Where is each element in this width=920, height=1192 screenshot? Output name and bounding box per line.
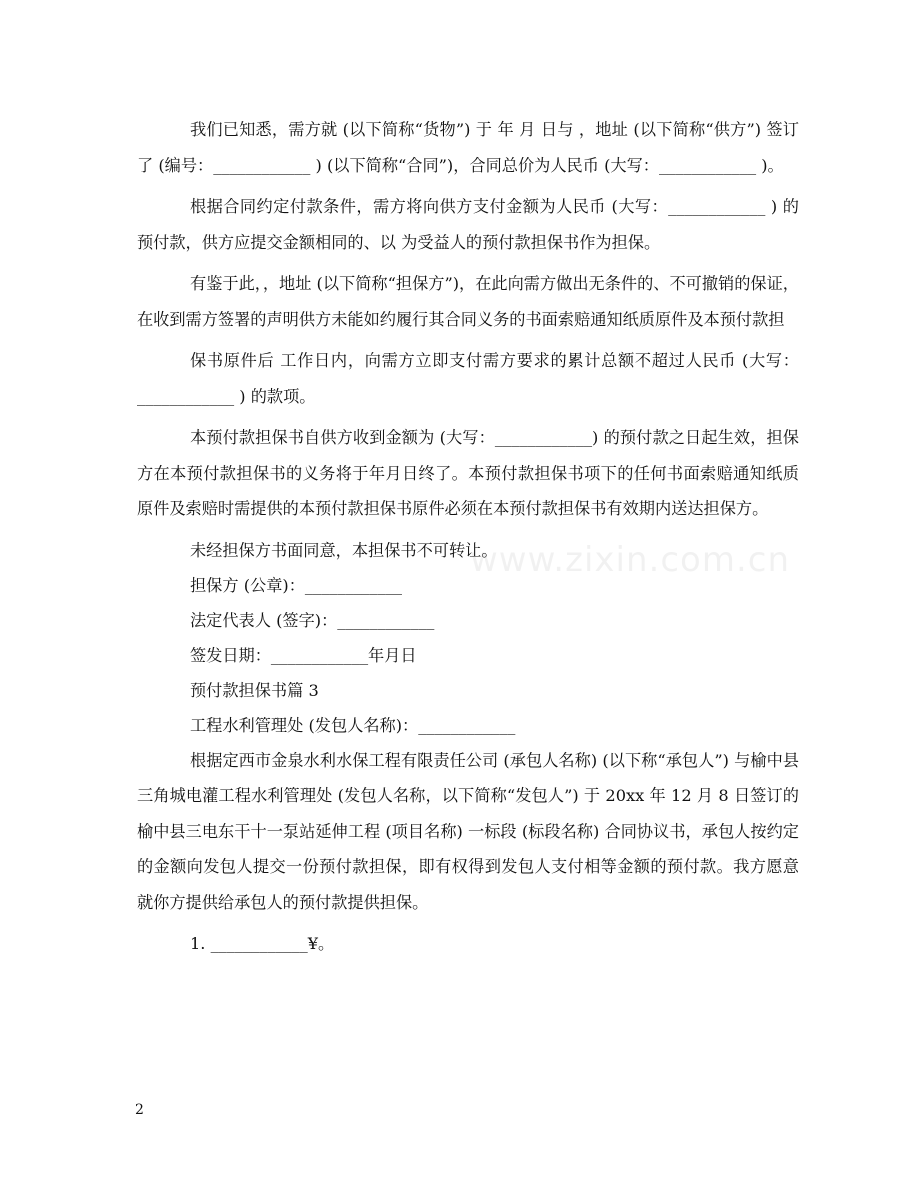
paragraph-non-transferable: 未经担保方书面同意，本担保书不可转让。 bbox=[190, 540, 498, 560]
list-item-1: 1. ____________¥。 bbox=[190, 934, 335, 953]
paragraph-guarantor-statement: 有鉴于此，，地址 (以下简称“担保方”)，在此向需方做出无条件的、不可撤销的保证，在收到需方签署的声明供方未能如约履行其合同义务的书面索赔通知纸质原件及本预付款担 bbox=[137, 274, 799, 329]
paragraph-validity: 本预付款担保书自供方收到金额为 (大写：____________) 的预付款之日起生效，担保方在本预付款担保书的义务将于年月日终了。本预付款担保书项下的任何书面索赔通知纸质原件及索赔时需提供的本预付款担保书原件必须在本预付款担保书有效期内送达担保方。 bbox=[137, 428, 799, 518]
document-body bbox=[137, 112, 799, 961]
issue-date-line: 签发日期：____________年月日 bbox=[190, 645, 417, 665]
paragraph-payment-terms: 根据合同约定付款条件，需方将向供方支付金额为人民币 (大写：____________ ) 的预付款，供方应提交金额相同的、以 为受益人的预付款担保书作为担保。 bbox=[137, 197, 799, 252]
paragraph-payment-obligation: 保书原件后 工作日内，向需方立即支付需方要求的累计总额不超过人民币 (大写：____________ ) 的款项。 bbox=[137, 351, 799, 406]
employer-name-line: 工程水利管理处 (发包人名称)：____________ bbox=[190, 715, 516, 735]
guarantor-seal-line: 担保方 (公章)：____________ bbox=[190, 575, 403, 595]
legal-representative-line: 法定代表人 (签字)：____________ bbox=[190, 610, 435, 630]
paragraph-intro: 我们已知悉，需方就 (以下简称“货物”) 于 年 月 日与 ，地址 (以下简称“供方”) 签订了 (编号：____________ ) (以下简称“合同”)，合同总价为人民币 (大写：____________ )。 bbox=[137, 120, 799, 175]
section-title: 预付款担保书篇 3 bbox=[190, 680, 319, 700]
paragraph-project-agreement: 根据定西市金泉水利水保工程有限责任公司 (承包人名称) (以下称“承包人”) 与榆中县三角城电灌工程水利管理处 (发包人名称，以下简称“发包人”) 于 20xx 年 12 月 8 日签订的榆中县三电东干十一泵站延伸工程 (项目名称) 一标段 (标段名称) 合同协议书，承包人按约定的金额向发包人提交一份预付款担保，即有权得到发包人支付相等金额的预付款。我方愿意就你方提供给承包人的预付款提供担保。 bbox=[137, 750, 799, 912]
page-number: 2 bbox=[135, 1102, 144, 1118]
watermark-text: www.zixin.com.cn bbox=[470, 540, 790, 580]
